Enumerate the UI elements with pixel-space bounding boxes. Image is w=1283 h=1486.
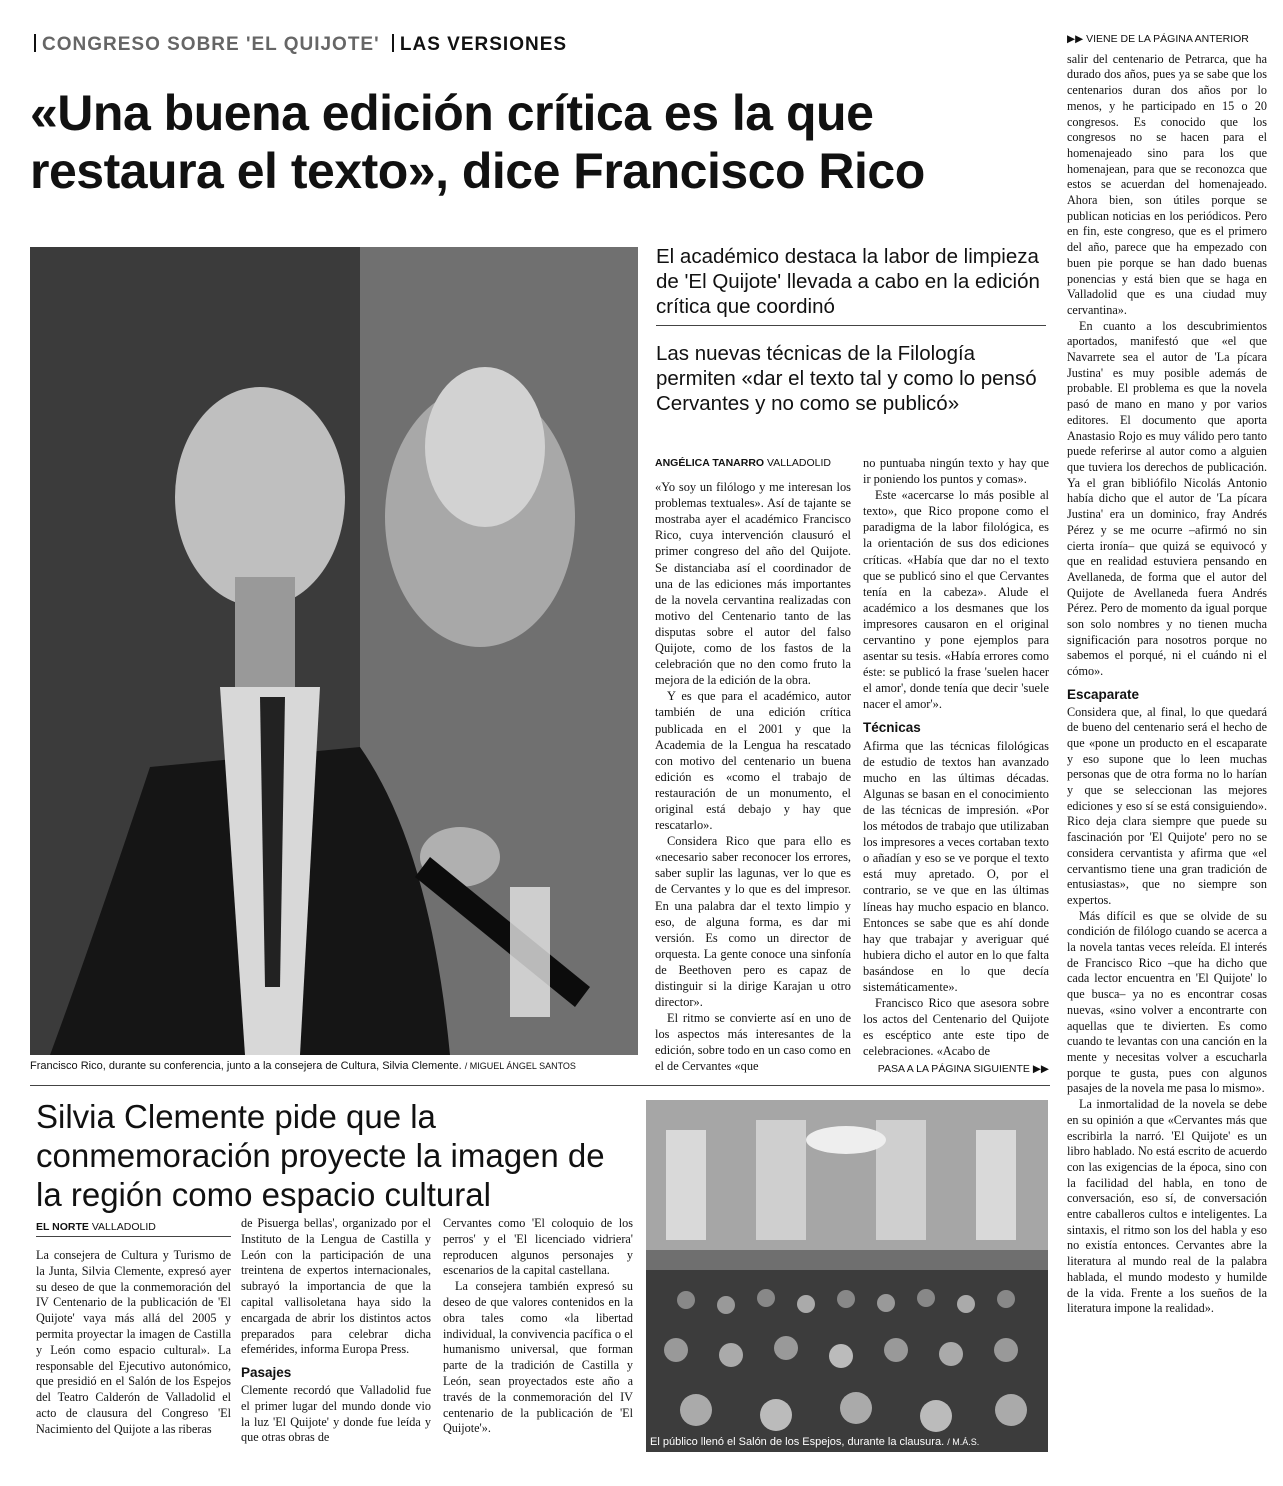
second-byline <box>36 1221 231 1237</box>
byline-place: VALLADOLID <box>767 457 831 469</box>
subhead-2: Las nuevas técnicas de la Filología permiten «dar el texto tal y como lo pensó Cervantes y no como se publicó» <box>656 342 1037 415</box>
second-headline: Silvia Clemente pide que la conmemoración proyecte la imagen de la región como espacio cultural <box>36 1098 605 1213</box>
photo2-caption-text: El público llenó el Salón de los Espejos, durante la clausura. <box>650 1436 945 1448</box>
subtitle-escaparate: Escaparate <box>1067 686 1140 702</box>
photo1-caption <box>30 1060 576 1072</box>
second-byline-place: VALLADOLID <box>91 1221 156 1233</box>
photo-audience-illustration <box>646 1100 1048 1452</box>
continues-runner: PASA A LA PÁGINA SIGUIENTE ▶▶ <box>877 1063 1049 1076</box>
paragraph: salir del centenario de Petrarca, que ha durado dos años, pues ya se sabe que los centenarios duran dos años por lo menos, y he participado en 15 o 20 congresos. Es conocido que los congresos no se hacen para el homenajeado sino para los que homenajean, para que se reconozca que estos se acuerdan del homenajeado. Ahora bien, son útiles porque se publican noticias en los periódicos. Pero en fin, este congreso, que es el primero del año, parece que ha empezado con buen pie porque se han dado buenas ponencias y está bien que se haga en Valladolid que es una ciudad muy cervantina». <box>1067 51 1267 317</box>
paragraph: no puntuaba ningún texto y hay que ir poniendo los puntos y comas». <box>863 456 1049 487</box>
second-article-col3 <box>443 1216 633 1437</box>
main-article-col1 <box>655 455 851 1075</box>
kicker-section: CONGRESO SOBRE 'EL QUIJOTE' <box>42 34 380 55</box>
paragraph: El ritmo se convierte así en uno de los aspectos más interesantes de la edición, sobre todo en un caso como en el de Cervantes «que <box>655 1011 851 1074</box>
kicker-topic: LAS VERSIONES <box>399 34 568 55</box>
from-prev-runner: ▶▶ VIENE DE LA PÁGINA ANTERIOR <box>1067 33 1249 45</box>
second-article-col2 <box>241 1216 431 1446</box>
subtitle-pasajes: Pasajes <box>241 1365 292 1381</box>
photo2-credit: / M.Á.S. <box>947 1437 980 1447</box>
kicker-divider <box>34 34 36 52</box>
photo2-caption <box>650 1436 979 1448</box>
paragraph: de Pisuerga bellas', organizado por el Instituto de la Lengua de Castilla y León con la participación de una treintena de expertos internacionales, subrayó la importancia de que la capital vallisoletana haya sido la encargada de abrir los distintos actos preparados para celebrar dicha efemérides, informa Europa Press. <box>241 1216 431 1357</box>
byline-author: ANGÉLICA TANARRO <box>655 457 765 469</box>
main-headline: «Una buena edición crítica es la que restaura el texto», dice Francisco Rico <box>30 85 925 199</box>
photo-francisco-rico <box>30 247 638 1055</box>
second-article-col1 <box>36 1248 231 1438</box>
paragraph: En cuanto a los descubrimientos aportados, manifestó que «el que Navarrete sea el autor de 'La pícara Justina' es muy posible además de probable. El problema es que la novela pasó de mano en mano y por varios editores. El documento que aporta Anastasio Rojo es muy válido pero tanto puede referirse al autor como a alguien que tuviera los derechos de publicación. Ya el gran bibliófilo Nicolás Antonio había dicho que el autor de 'La pícara Justina' era un dominico, fray Andrés Pérez y se me ocurre –afirmó no sin cierta ironía– que quizá se equivocó y que en realidad estuviera pensando en Avellaneda, de forma que el autor del Quijote de Avellaneda fuera Andrés Pérez. Pero de momento da igual porque son solo nombres y no tienen mucha significación para nosotros porque no sabemos el porqué, ni el cuándo ni el cómo». <box>1067 318 1267 679</box>
section-divider <box>30 1085 1050 1086</box>
paragraph: Francisco Rico que asesora sobre los actos del Centenario del Quijote es escéptico ante este tipo de celebraciones. «Acabo de <box>863 996 1049 1059</box>
paragraph: Clemente recordó que Valladolid fue el primer lugar del mundo donde vio la luz 'El Quijote' y donde fue leída y que otras obras de <box>241 1382 431 1445</box>
paragraph: Afirma que las técnicas filológicas de estudio de textos han avanzado mucho en las últimas décadas. Algunas se basan en el conocimiento de las técnicas de impresión. «Por los métodos de trabajo que utilizaban los impresores a veces cortaban texto o añadían y eso se ve porque el texto está muy apretado. O, por el contrario, se ve que en las últimas líneas hay mucho espacio en blanco. Entonces se sabe que es ahí donde hay que trabajar y averiguar qué hubiera dicho el autor en lo que falta basándose en lo que decía sistemáticamente». <box>863 738 1049 994</box>
paragraph: Considera que, al final, lo que quedará de bueno del centenario será el hecho de que «pone un producto en el escaparate y eso supone que lo leen muchas personas que de otra forma no lo harían y que se seleccionan las mejores ediciones y eso sí se está consiguiendo». Rico deja clara siempre que puede su fascinación por 'El Quijote' pero no se considera cervantista y afirma que «el cervantismo tiene una gran tradición de entusiastas», que no siempre son expertos. <box>1067 704 1267 907</box>
subtitle-tecnicas: Técnicas <box>863 719 921 735</box>
paragraph: La consejera también expresó su deseo de que valores contenidos en la obra tales como «la libertad individual, la convivencia pacífica o el humanismo universal, que forman parte de la tradición de Castilla y León, sean proyectados este año a través de la conmemoración del IV centenario de la publicación de 'El Quijote'». <box>443 1279 633 1436</box>
paragraph: «Yo soy un filólogo y me interesan los problemas textuales». Así de tajante se mostraba ayer el académico Francisco Rico, cuya intervención clausuró el primer congreso del año del Quijote. Se distanciaba así el coordinador de una de las ediciones más importantes de la novela cervantina realizadas con motivo del Centenario tanto de las disputas sobre el autor del falso Quijote, como de los fastos de la celebración que no den como fruto la mejora de la edición de la obra. <box>655 480 851 688</box>
paragraph: Más difícil es que se olvide de su condición de filólogo cuando se acerca a la novela tantas veces releída. El interés de Francisco Rico –que ha dicho que cada lector encuentra en 'El Quijote' lo que busca– ya no es encontrar cosas nuevas, «sino volver a encontrarte con aquellas que te divierten. Es como cuando te levantas con una canción en la mente y necesitas volver a escucharla porque te gusta, pues con algunos pasajes de la novela me pasa lo mismo». <box>1067 908 1267 1096</box>
paragraph: La consejera de Cultura y Turismo de la Junta, Silvia Clemente, expresó ayer su deseo de que la conmemoración del IV Centenario de la publicación de 'El Quijote' vaya más allá del 2005 y permita proyectar la imagen de Castilla y León como espacio cultural». La responsable del Ejecutivo autonómico, que presidió en el Salón de los Espejos del Teatro Calderón de Valladolid el acto de clausura del Congreso 'El Nacimiento del Quijote a las riberas <box>36 1248 231 1436</box>
right-column <box>1067 32 1267 1317</box>
photo-audience <box>646 1100 1048 1452</box>
photo-illustration <box>30 247 638 1055</box>
paragraph: Considera Rico que para ello es «necesario saber reconocer los errores, saber suplir las lagunas, ver lo que es de Cervantes y lo que es del impresor. En una palabra dar el texto limpio y eso, de alguna forma, es dar mi versión. Es como un director de orquesta. La gente conoce una sinfonía de Beethoven pero es capaz de distinguir si la dirige Karajan u otro director». <box>655 834 851 1010</box>
paragraph: Cervantes como 'El coloquio de los perros' y el 'El licenciado vidriera' reproducen algunos personajes y escenarios de la capital castellana. <box>443 1216 633 1278</box>
main-article-col2 <box>863 455 1049 1078</box>
kicker-divider <box>392 34 394 52</box>
subhead-divider <box>656 325 1046 326</box>
photo1-credit: / MIGUEL ÁNGEL SANTOS <box>464 1061 576 1071</box>
paragraph: La inmortalidad de la novela se debe en su opinión a que «Cervantes más que escribirla la narró. 'El Quijote' es un libro hablado. No está escrito de acuerdo con las exigencias de la época, sino con la facilidad del habla, en tono de conversación, eso sí, de conversación entre caballeros cultos e inteligentes. La sintaxis, el ritmo son los del habla y eso no existía entonces. Cervantes abre la literatura al mundo real de la palabra hablada, el mundo modesto y humilde de la vida. Frente a los sueños de la literatura impone la realidad». <box>1067 1097 1267 1316</box>
byline <box>655 455 851 471</box>
section-kicker <box>34 34 567 56</box>
subhead-1: El académico destaca la labor de limpieza de 'El Quijote' llevada a cabo en la edición crítica que coordinó <box>656 245 1040 318</box>
paragraph: Y es que para el académico, autor también de una edición crítica publicada en el 2001 y que la Academia de la Lengua ha rescatado con motivo del centenario un buena edición es «como el trabajo de restauración de un monumento, el original está debajo y hay que rescatarlo». <box>655 689 851 833</box>
second-byline-source: EL NORTE <box>36 1221 89 1233</box>
paragraph: Este «acercarse lo más posible al texto», que Rico propone como el paradigma de la labor filológica, es la orientación de sus dos ediciones críticas. «Había que dar no el texto que se publicó sino el que Cervantes tenía en la cabeza». Alude el académico a los desmanes que los impresores causaron en el original cervantino y pone ejemplos para asentar su tesis. «Había errores como éste: se publicó la frase 'suelen hacer el amor', donde tenía que decir 'suele nacer el amor'». <box>863 488 1049 712</box>
photo1-caption-text: Francisco Rico, durante su conferencia, junto a la consejera de Cultura, Silvia Clemente. <box>30 1060 462 1072</box>
